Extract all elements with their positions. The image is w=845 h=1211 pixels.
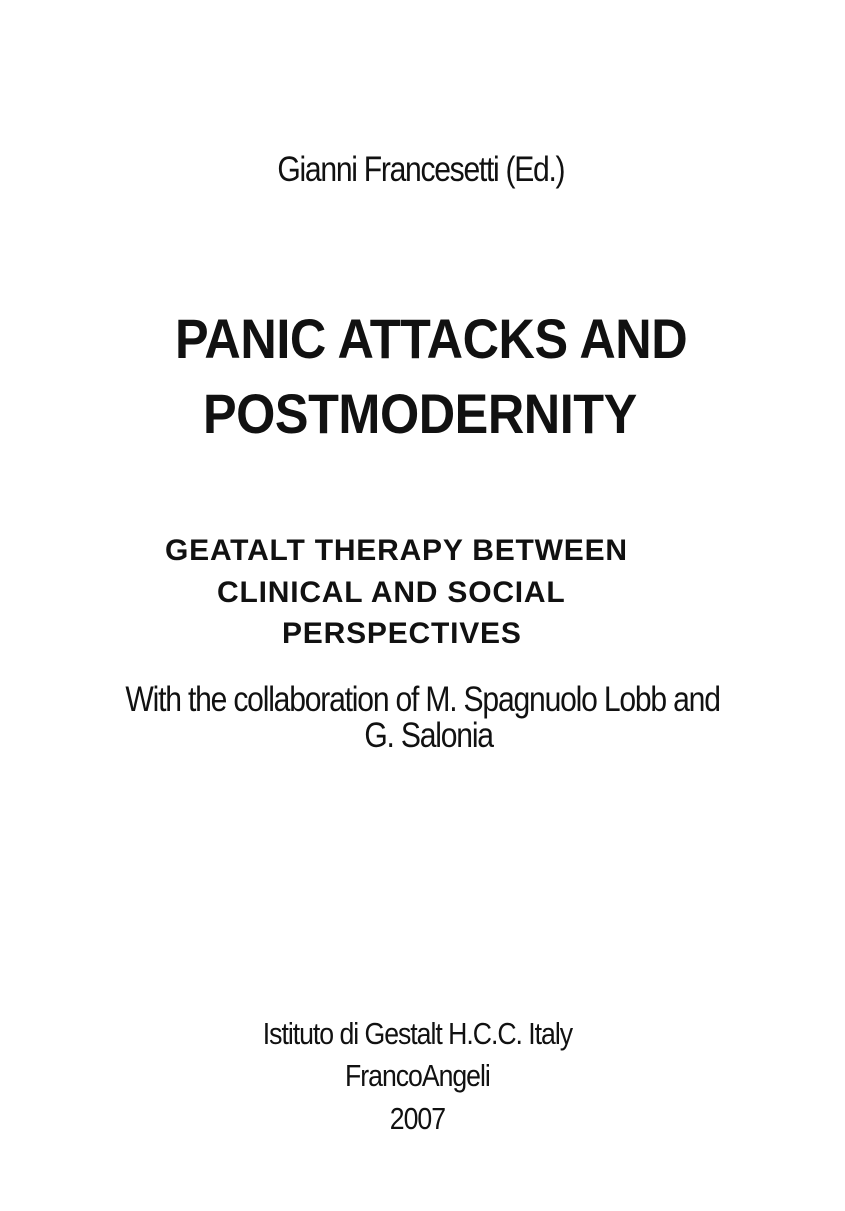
publisher-name: FrancoAngeli bbox=[345, 1058, 490, 1093]
collaboration-line-2: G. Salonia bbox=[364, 716, 493, 755]
publisher-institute: Istituto di Gestalt H.C.C. Italy bbox=[262, 1016, 573, 1051]
publication-year: 2007 bbox=[389, 1101, 445, 1136]
collaboration-line-1: With the collaboration of M. Spagnuolo Lobb and bbox=[125, 680, 720, 719]
book-title-line-1: PANIC ATTACKS AND bbox=[175, 307, 688, 370]
book-title-line-2: POSTMODERNITY bbox=[203, 382, 637, 445]
subtitle-line-2: CLINICAL AND SOCIAL bbox=[217, 576, 566, 609]
subtitle-line-3: PERSPECTIVES bbox=[282, 617, 522, 650]
subtitle-line-1: GEATALT THERAPY BETWEEN bbox=[165, 534, 628, 567]
editor-name: Gianni Francesetti (Ed.) bbox=[277, 150, 565, 189]
